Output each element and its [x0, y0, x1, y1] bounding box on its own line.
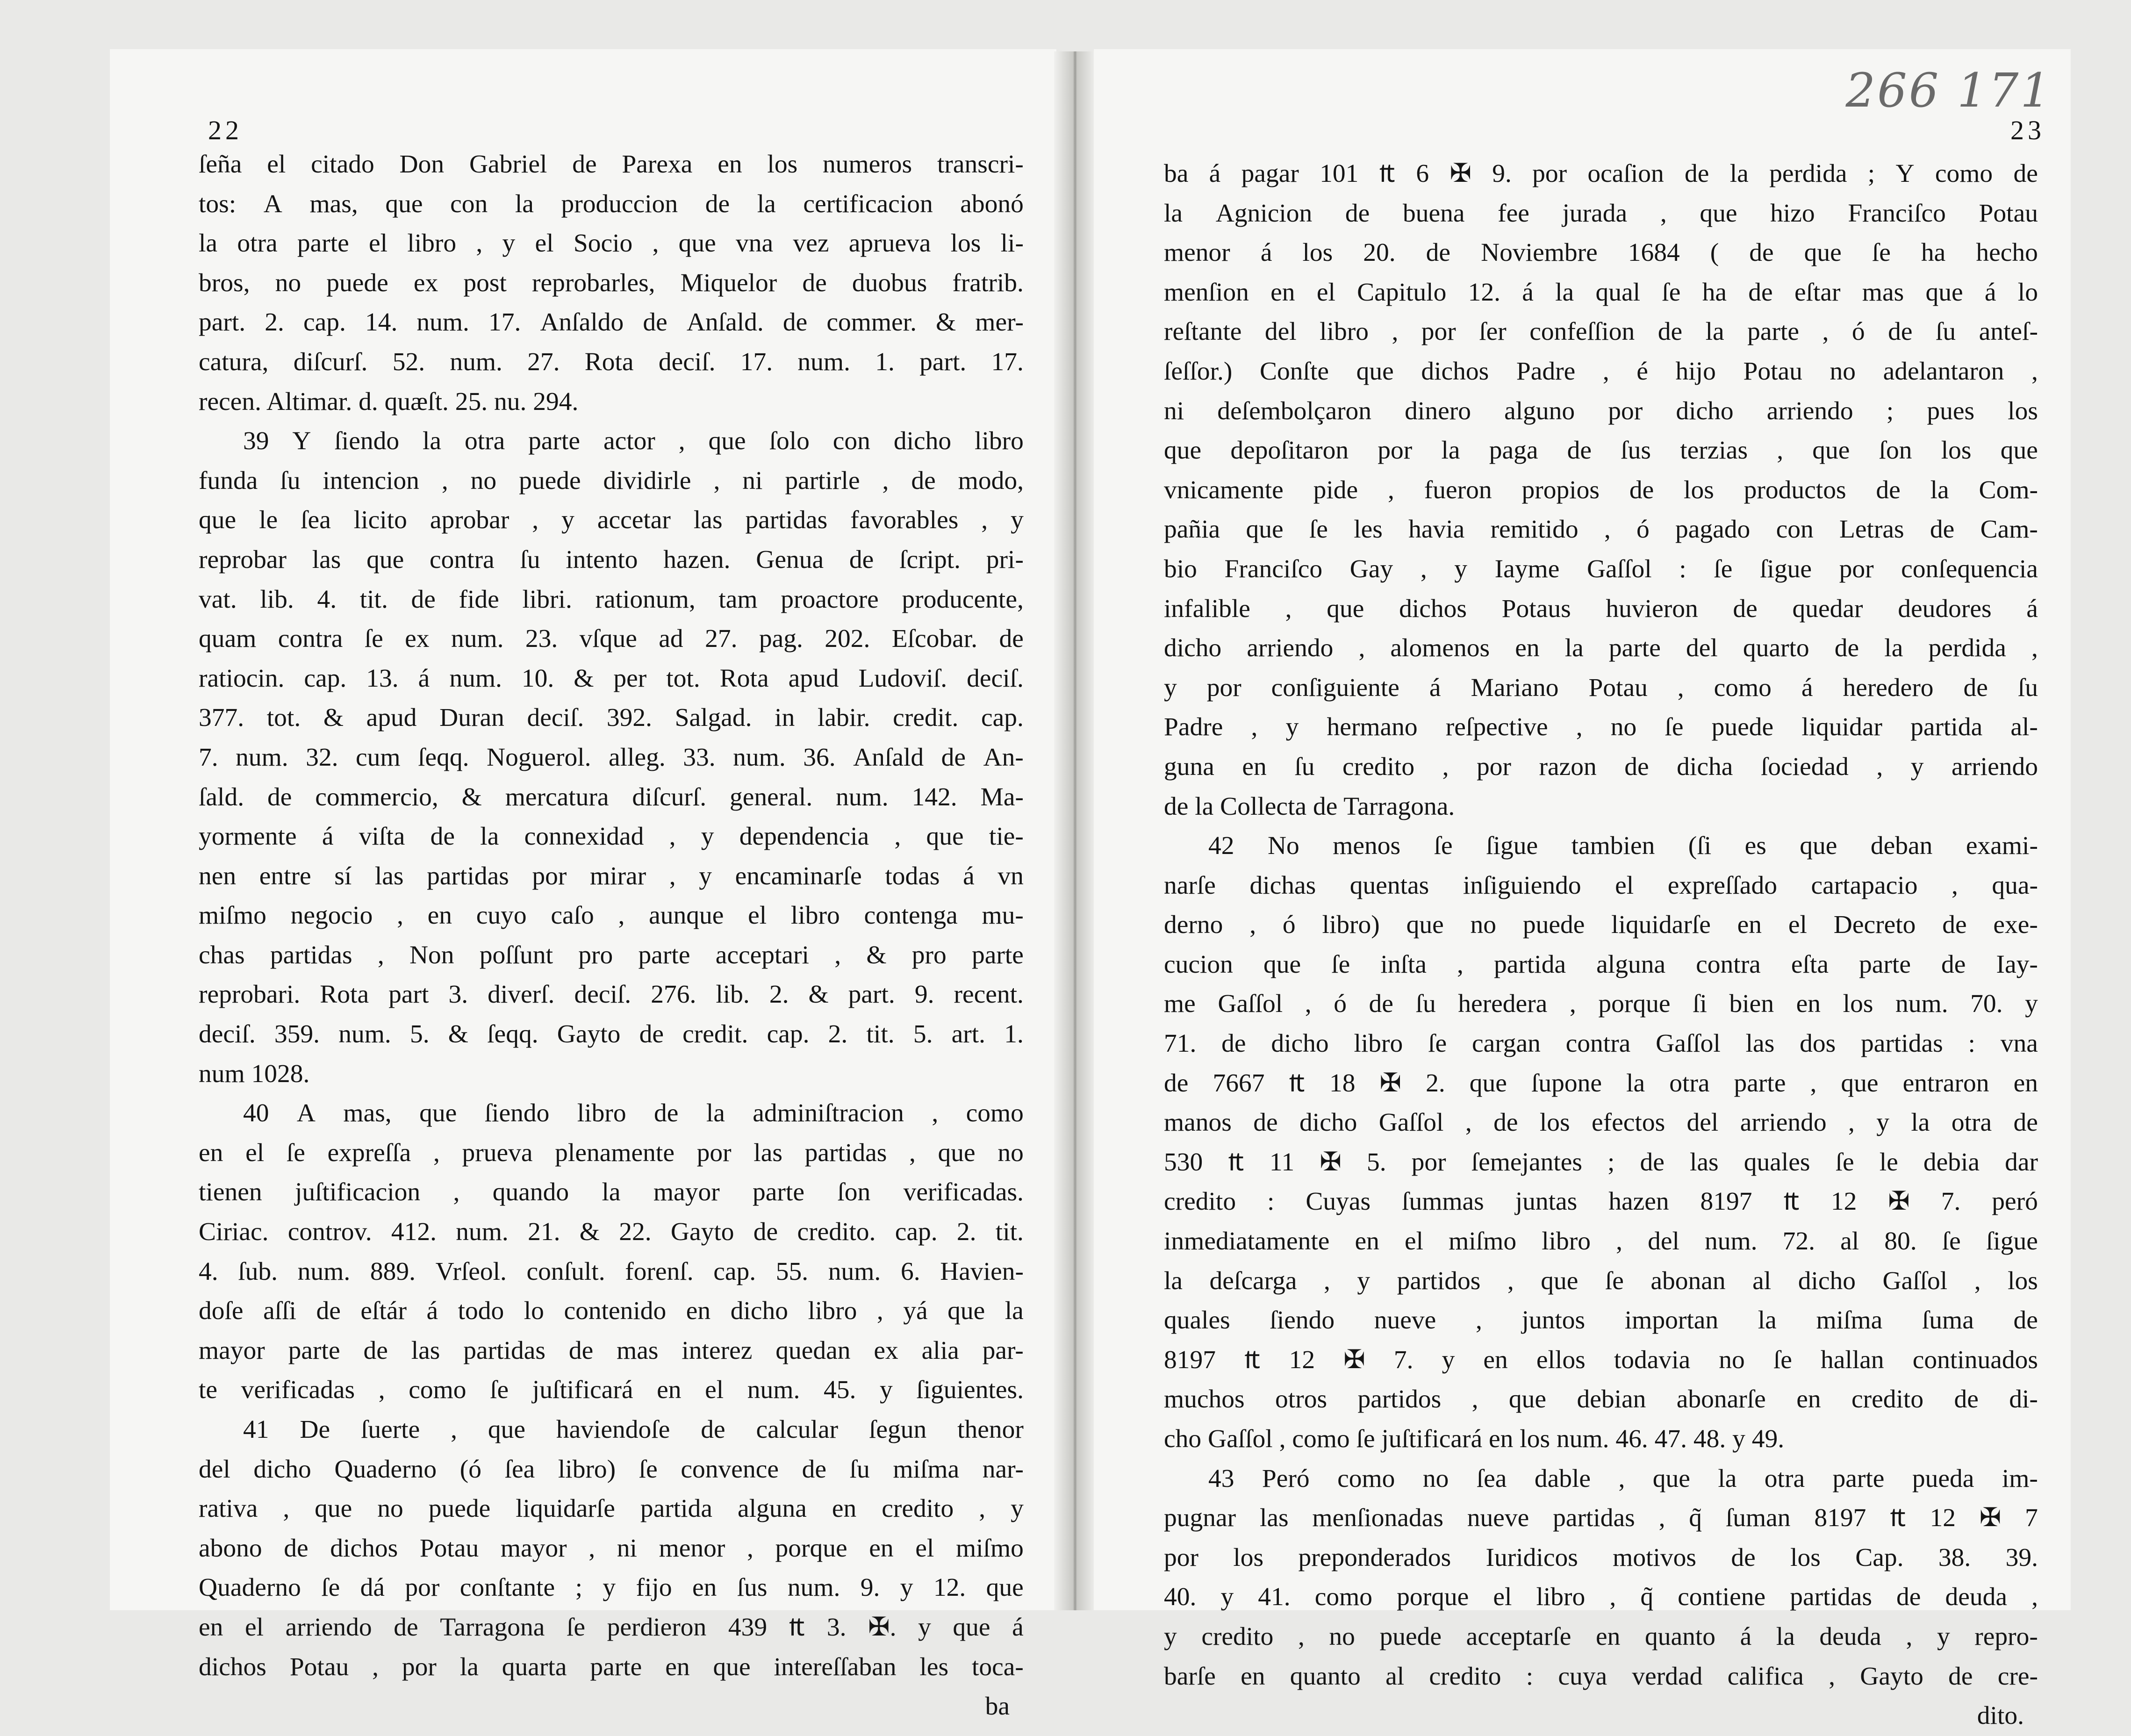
text-line: de 7667 ₶ 18 ✠ 2. que ſupone la otra parte , que entraron en: [1164, 1069, 2038, 1098]
text-line: en el ſe expreſſa , prueva plenamente por las partidas , que no: [199, 1138, 1024, 1167]
text-line: dito.: [1977, 1701, 2024, 1730]
text-line: 8197 ₶ 12 ✠ 7. y en ellos todavia no ſe hallan continuados: [1164, 1345, 2038, 1374]
text-line: por los preponderados Iuridicos motivos de los Cap. 38. 39.: [1164, 1543, 2038, 1572]
text-line: que le ſea licito aprobar , y accetar las partidas favorables , y: [199, 506, 1024, 535]
text-line: bio Franciſco Gay , y Iayme Gaſſol : ſe ſigue por conſequencia: [1164, 554, 2038, 583]
text-line: abono de dichos Potau mayor , ni menor , porque en el miſmo: [199, 1534, 1024, 1563]
text-line: 39 Y ſiendo la otra parte actor , que ſolo con dicho libro: [243, 427, 1024, 456]
text-line: 40 A mas, que ſiendo libro de la adminiſtracion , como: [243, 1099, 1024, 1128]
text-line: dichos Potau , por la quarta parte en que intereſſaban les toca-: [199, 1652, 1024, 1681]
left-page: [110, 49, 1056, 1721]
text-line: barſe en quanto al credito : cuya verdad califica , Gayto de cre-: [1164, 1662, 2038, 1691]
text-line: recen. Altimar. d. quæſt. 25. nu. 294.: [199, 387, 579, 416]
text-line: 42 No menos ſe ſigue tambien (ſi es que deban exami-: [1208, 832, 2038, 861]
text-line: deciſ. 359. num. 5. & ſeqq. Gayto de credit. cap. 2. tit. 5. art. 1.: [199, 1020, 1024, 1049]
text-line: chas partidas , Non poſſunt pro parte acceptari , & pro parte: [199, 940, 1024, 969]
text-line: catura, diſcurſ. 52. num. 27. Rota deciſ. 17. num. 1. part. 17.: [199, 347, 1024, 376]
right-page: [1094, 49, 2071, 1730]
text-line: infalible , que dichos Potaus huvieron de quedar deudores á: [1164, 594, 2038, 623]
text-line: la otra parte el libro , y el Socio , que vna vez aprueva los li-: [199, 229, 1024, 258]
right-page-body: [1164, 154, 2038, 1736]
text-line: ni deſembolçaron dinero alguno por dicho arriendo ; pues los: [1164, 396, 2038, 425]
text-line: guna en ſu credito , por razon de dicha ſociedad , y arriendo: [1164, 752, 2038, 781]
text-line: credito : Cuyas ſummas juntas hazen 8197 ₶ 12 ✠ 7. peró: [1164, 1187, 2038, 1216]
text-line: cucion que ſe inſta , partida alguna contra eſta parte de Iay-: [1164, 950, 2038, 979]
text-line: vat. lib. 4. tit. de fide libri. rationum, tam proactore producente,: [199, 585, 1024, 614]
text-line: tos: A mas, que con la produccion de la certificacion abonó: [199, 189, 1024, 218]
text-line: manos de dicho Gaſſol , de los efectos del arriendo , y la otra de: [1164, 1108, 2038, 1137]
text-line: que depoſitaron por la paga de ſus terzias , que ſon los que: [1164, 436, 2038, 465]
left-page-body: [199, 145, 1024, 1727]
text-line: la Agnicion de buena fee jurada , que hizo Franciſco Potau: [1164, 199, 2038, 228]
text-line: tienen juſtificacion , quando la mayor parte ſon verificadas.: [199, 1178, 1024, 1207]
text-line: 71. de dicho libro ſe cargan contra Gaſſol las dos partidas : vna: [1164, 1029, 2038, 1058]
text-line: reprobar las que contra ſu intento hazen. Genua de ſcript. pri-: [199, 545, 1024, 574]
text-line: cho Gaſſol , como ſe juſtificará en los num. 46. 47. 48. y 49.: [1164, 1425, 1785, 1453]
text-line: ratiocin. cap. 13. á num. 10. & per tot. Rota apud Ludoviſ. deciſ.: [199, 664, 1024, 693]
text-line: reprobari. Rota part 3. diverſ. deciſ. 276. lib. 2. & part. 9. recent.: [199, 980, 1024, 1009]
text-line: me Gaſſol , ó de ſu heredera , porque ſi bien en los num. 70. y: [1164, 990, 2038, 1019]
page-number-right: 23: [2010, 115, 2045, 145]
text-line: te verificadas , como ſe juſtificará en el num. 45. y ſiguientes.: [199, 1376, 1024, 1405]
text-line: ba á pagar 101 ₶ 6 ✠ 9. por ocaſion de la perdida ; Y como de: [1164, 159, 2038, 188]
text-line: 4. ſub. num. 889. Vrſeol. conſult. forenſ. cap. 55. num. 6. Havien-: [199, 1257, 1024, 1286]
text-line: y por conſiguiente á Mariano Potau , como á heredero de ſu: [1164, 673, 2038, 702]
book-gutter: [1054, 51, 1096, 1610]
text-line: 7. num. 32. cum ſeqq. Noguerol. alleg. 33. num. 36. Anſald de An-: [199, 743, 1024, 772]
text-line: inmediatamente en el miſmo libro , del num. 72. al 80. ſe ſigue: [1164, 1227, 2038, 1256]
text-line: 530 ₶ 11 ✠ 5. por ſemejantes ; de las quales ſe le debia dar: [1164, 1148, 2038, 1176]
text-line: menor á los 20. de Noviembre 1684 ( de que ſe ha hecho: [1164, 238, 2038, 267]
text-line: Padre , y hermano reſpective , no ſe puede liquidar partida al-: [1164, 713, 2038, 742]
page-number-left: 22: [208, 115, 243, 145]
text-line: pañia que ſe les havia remitido , ó pagado con Letras de Cam-: [1164, 515, 2038, 544]
text-line: funda ſu intencion , no puede dividirle , ni partirle , de modo,: [199, 466, 1024, 495]
text-line: y credito , no puede acceptarſe en quanto á la deuda , y repro-: [1164, 1622, 2038, 1651]
text-line: miſmo negocio , en cuyo caſo , aunque el libro contenga mu-: [199, 901, 1024, 930]
text-line: quales ſiendo nueve , juntos importan la miſma ſuma de: [1164, 1306, 2038, 1335]
text-line: 43 Peró como no ſea dable , que la otra parte pueda im-: [1208, 1464, 2038, 1493]
text-line: doſe aſſi de eſtár á todo lo contenido en dicho libro , yá que la: [199, 1297, 1024, 1326]
handwritten-folio-annotation: 266 171: [1845, 63, 2052, 118]
text-line: 40. y 41. como porque el libro , q̃ contiene partidas de deuda ,: [1164, 1583, 2038, 1612]
text-line: num 1028.: [199, 1059, 310, 1088]
text-line: 41 De ſuerte , que haviendoſe de calcular ſegun thenor: [243, 1415, 1024, 1444]
text-line: quam contra ſe ex num. 23. vſque ad 27. pag. 202. Eſcobar. de: [199, 624, 1024, 653]
text-line: yormente á viſta de la connexidad , y dependencia , que tie-: [199, 822, 1024, 851]
text-line: dicho arriendo , alomenos en la parte del quarto de la perdida ,: [1164, 634, 2038, 663]
text-line: ſeña el citado Don Gabriel de Parexa en los numeros transcri-: [199, 150, 1024, 179]
text-line: vnicamente pide , fueron propios de los productos de la Com-: [1164, 475, 2038, 504]
text-line: 377. tot. & apud Duran deciſ. 392. Salgad. in labir. credit. cap.: [199, 703, 1024, 732]
text-line: muchos otros partidos , que debian abonarſe en credito de di-: [1164, 1385, 2038, 1414]
text-line: del dicho Quaderno (ó ſea libro) ſe convence de ſu miſma nar-: [199, 1455, 1024, 1484]
text-line: ſald. de commercio, & mercatura diſcurſ. general. num. 142. Ma-: [199, 782, 1024, 811]
text-line: en el arriendo de Tarragona ſe perdieron 439 ₶ 3. ✠. y que á: [199, 1613, 1024, 1642]
text-line: reſtante del libro , por ſer confeſſion de la parte , ó de ſu anteſ-: [1164, 317, 2038, 346]
text-line: ba: [985, 1692, 1010, 1721]
text-line: de la Collecta de Tarragona.: [1164, 792, 1455, 821]
text-line: mayor parte de las partidas de mas interez quedan ex alia par-: [199, 1336, 1024, 1365]
text-line: la deſcarga , y partidos , que ſe abonan al dicho Gaſſol , los: [1164, 1266, 2038, 1295]
text-line: nen entre sí las partidas por mirar , y encaminarſe todas á vn: [199, 861, 1024, 890]
text-line: ſeſſor.) Conſte que dichos Padre , é hijo Potau no adelantaron ,: [1164, 357, 2038, 386]
text-line: menſion en el Capitulo 12. á la qual ſe ha de eſtar mas que á lo: [1164, 278, 2038, 307]
text-line: Ciriac. controv. 412. num. 21. & 22. Gayto de credito. cap. 2. tit.: [199, 1218, 1024, 1247]
text-line: pugnar las menſionadas nueve partidas , q̃ ſuman 8197 ₶ 12 ✠ 7: [1164, 1504, 2038, 1533]
text-line: derno , ó libro) que no puede liquidarſe en el Decreto de exe-: [1164, 911, 2038, 940]
text-line: part. 2. cap. 14. num. 17. Anſaldo de Anſald. de commer. & mer-: [199, 308, 1024, 337]
text-line: narſe dichas quentas inſiguiendo el expreſſado cartapacio , qua-: [1164, 871, 2038, 900]
text-line: rativa , que no puede liquidarſe partida alguna en credito , y: [199, 1494, 1024, 1523]
text-line: Quaderno ſe dá por conſtante ; y fijo en ſus num. 9. y 12. que: [199, 1573, 1024, 1602]
text-line: bros, no puede ex post reprobarles, Miquelor de duobus fratrib.: [199, 268, 1024, 297]
